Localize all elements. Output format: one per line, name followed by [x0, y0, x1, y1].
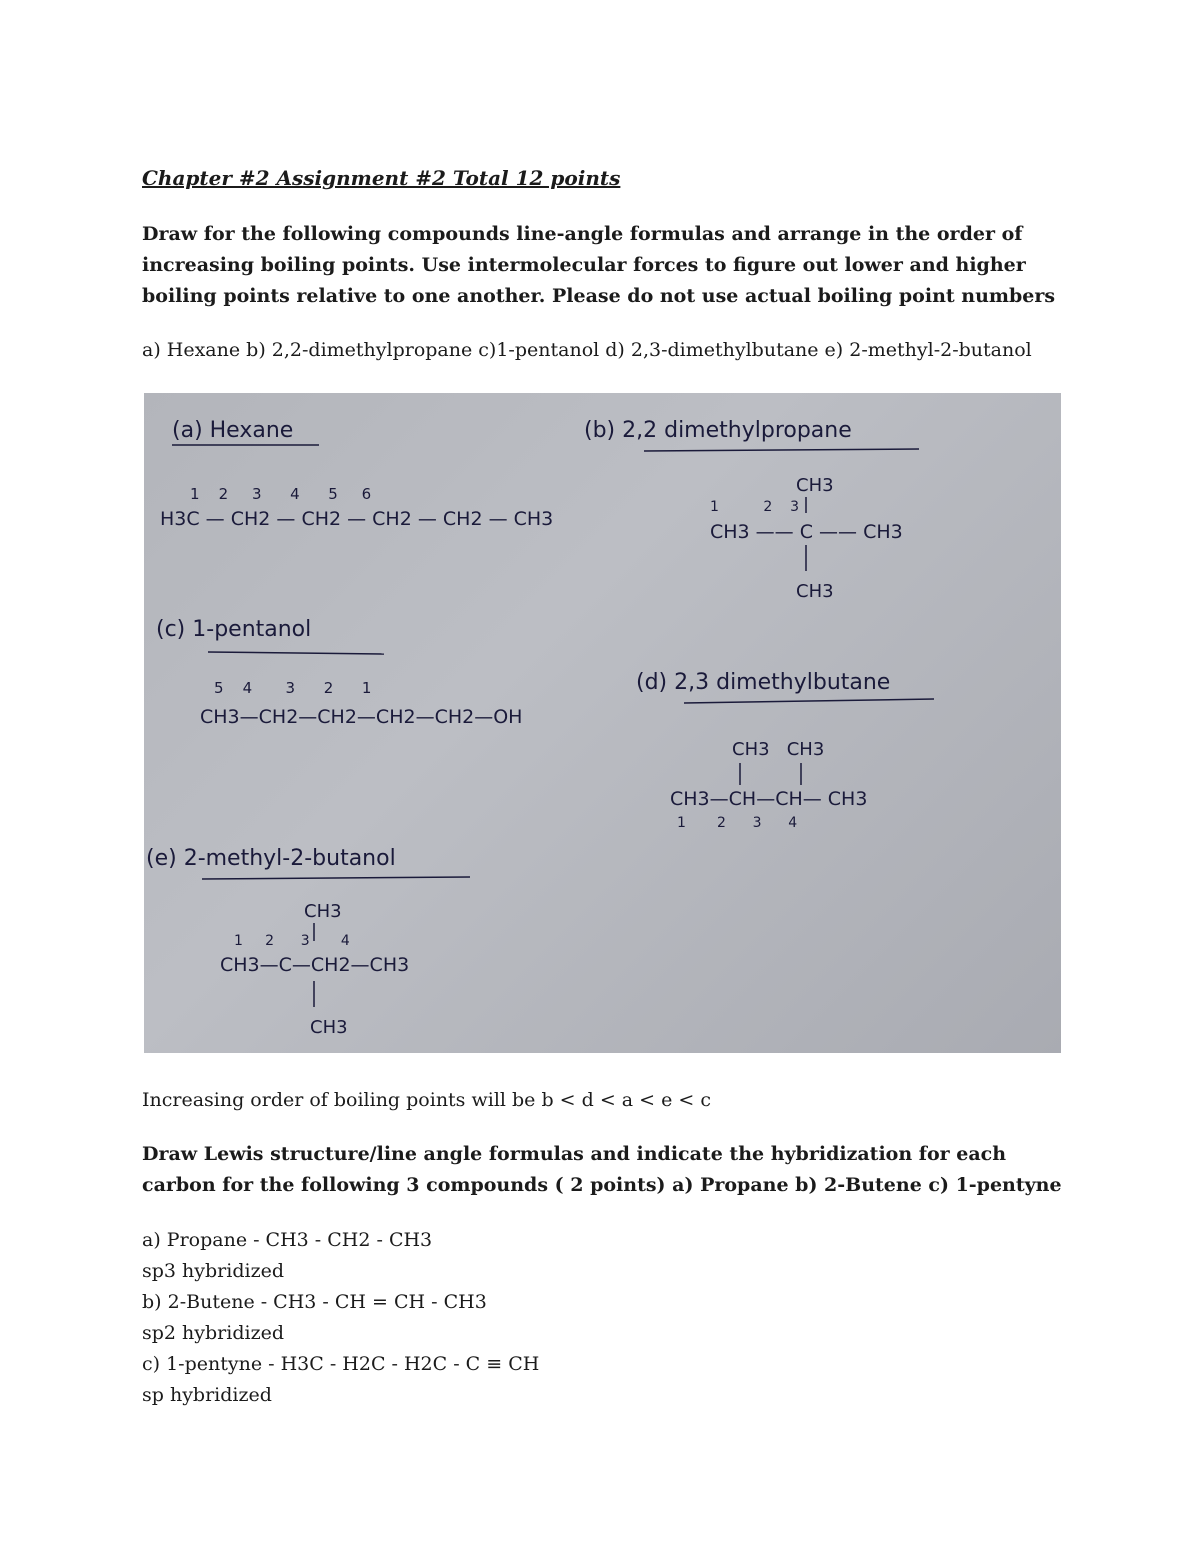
question-1: Draw for the following compounds line-angle formulas and arrange in the order of increasing boiling points. Use intermolecular forces to figure out lower and higher boiling points relative to one another. Please do not use actual boiling point numbers [142, 223, 1056, 307]
methylbutanol-label: (e) 2-methyl-2-butanol [146, 846, 396, 871]
dimethylpropane-bottom-methyl: CH3 [796, 581, 834, 602]
methylbutanol-numbers: 1 2 3 4 [234, 933, 350, 949]
hexane-label: (a) Hexane [172, 418, 294, 443]
methylbutanol-top-methyl: CH3 [304, 901, 342, 922]
answer-pentyne: c) 1-pentyne - H3C - H2C - H2C - C ≡ CH [142, 1353, 540, 1375]
pentanol-label: (c) 1-pentanol [156, 617, 312, 642]
question-2: Draw Lewis structure/line angle formulas and indicate the hybridization for each carbon for the following 3 compounds ( 2 points) a) Propane b) 2-Butene c) 1-pentyne [142, 1143, 1062, 1196]
compound-list: a) Hexane b) 2,2-dimethylpropane c)1-pentanol d) 2,3-dimethylbutane e) 2-methyl-2-butanol [142, 339, 1032, 361]
dimethylpropane-label: (b) 2,2 dimethylpropane [584, 418, 852, 443]
dimethylbutane-top-methyls: CH3 CH3 [732, 739, 825, 760]
dimethylpropane-numbers: 1 2 3 [710, 499, 800, 515]
answer-propane-hybridization: sp3 hybridized [142, 1260, 284, 1282]
pentanol-formula: CH3—CH2—CH2—CH2—CH2—OH [200, 706, 523, 728]
hexane-formula: H3C — CH2 — CH2 — CH2 — CH2 — CH3 [160, 508, 554, 530]
dimethylbutane-formula: CH3—CH—CH— CH3 [670, 788, 868, 810]
dimethylpropane-formula: CH3 —— C —— CH3 [710, 521, 903, 543]
answer-butene-hybridization: sp2 hybridized [142, 1322, 284, 1344]
dimethylbutane-numbers: 1 2 3 4 [677, 815, 798, 831]
answer-butene: b) 2-Butene - CH3 - CH = CH - CH3 [142, 1291, 487, 1313]
boiling-point-order: Increasing order of boiling points will be b < d < a < e < c [142, 1089, 711, 1111]
assignment-title: Chapter #2 Assignment #2 Total 12 points [142, 166, 621, 190]
dimethylbutane-label: (d) 2,3 dimethylbutane [636, 670, 891, 695]
handwritten-structures-photo [144, 393, 1061, 1053]
answer-propane: a) Propane - CH3 - CH2 - CH3 [142, 1229, 433, 1251]
answer-pentyne-hybridization: sp hybridized [142, 1384, 272, 1406]
methylbutanol-formula: CH3—C—CH2—CH3 [220, 954, 410, 976]
hexane-numbers: 1 2 3 4 5 6 [190, 485, 372, 503]
methylbutanol-bottom-methyl: CH3 [310, 1017, 348, 1038]
pentanol-numbers: 5 4 3 2 1 [214, 679, 372, 697]
dimethylpropane-top-methyl: CH3 [796, 475, 834, 496]
